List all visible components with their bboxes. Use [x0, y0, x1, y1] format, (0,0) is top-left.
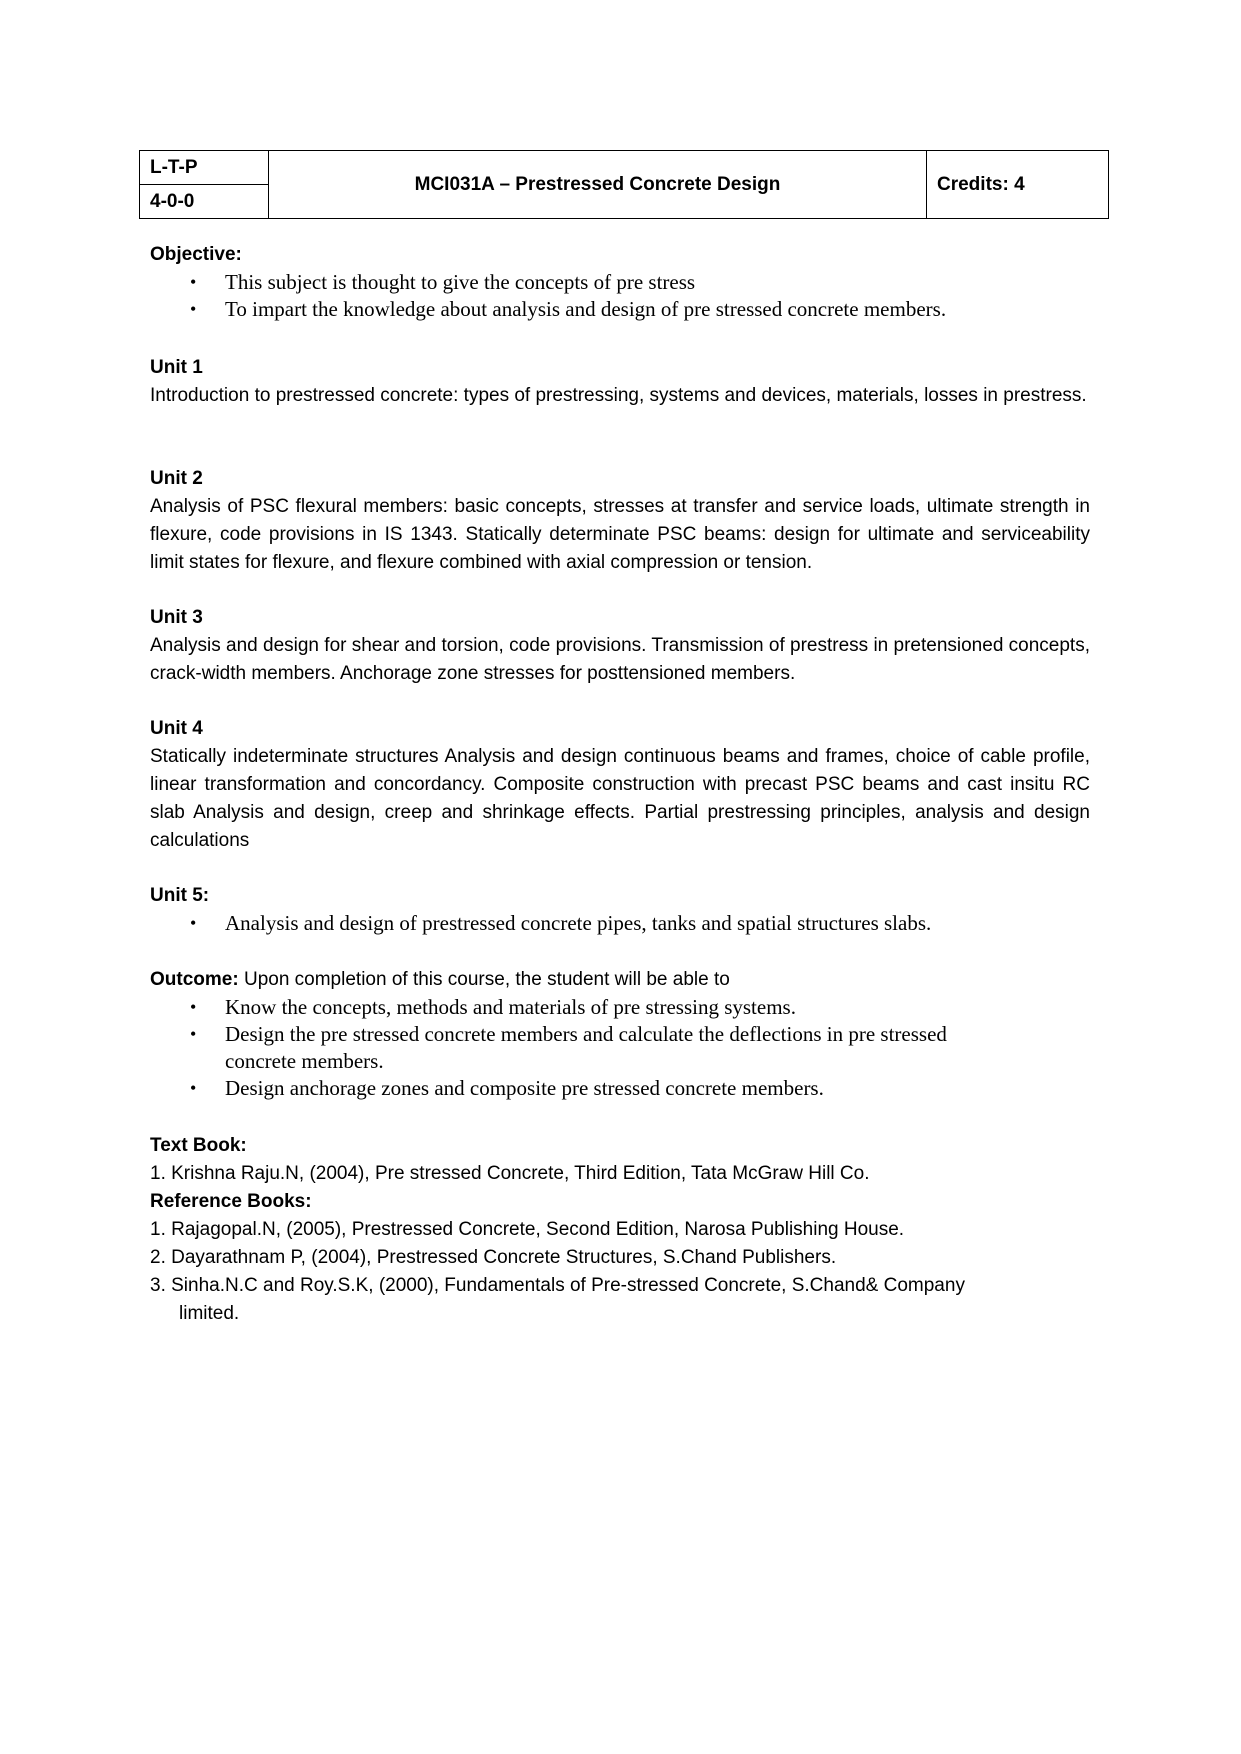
- list-item: • To impart the knowledge about analysis and design of pre stressed concrete members.: [190, 297, 947, 321]
- course-header-table: [139, 150, 1109, 219]
- credits: Credits: 4: [927, 151, 1109, 219]
- list-item: • This subject is thought to give the concepts of pre stress: [190, 270, 696, 294]
- course-title: MCI031A – Prestressed Concrete Design: [269, 151, 927, 219]
- outcome-intro: [150, 966, 1090, 994]
- bullet-icon: •: [190, 272, 197, 292]
- reference-books-heading: Reference Books:: [150, 1191, 312, 1212]
- outcome-label: Outcome:: [150, 969, 239, 990]
- unit-heading: Unit 3: [150, 607, 203, 628]
- unit-text: Analysis and design for shear and torsion, code provisions. Transmission of prestress in pretensioned concepts, crack-width members. Anchorage zone stresses for posttensioned members.: [150, 635, 1090, 684]
- unit-5-section: [150, 882, 1090, 937]
- unit-heading: Unit 5:: [150, 885, 210, 906]
- list-item: • Analysis and design of prestressed concrete pipes, tanks and spatial structures slabs.: [190, 911, 932, 935]
- list-item: • Design the pre stressed concrete members and calculate the deflections in pre stressed concrete members.: [190, 1022, 947, 1073]
- unit-3-section: [150, 604, 1090, 688]
- unit-text: Analysis of PSC flexural members: basic concepts, stresses at transfer and service loads, ultimate strength in flexure, code provisions in IS 1343. Statically determinate PSC beams: design for ultimate and serviceability limit states for flexure, and flexure combined with axial compression or tension.: [150, 496, 1090, 573]
- unit-4-section: [150, 715, 1090, 855]
- unit-heading: Unit 1: [150, 357, 203, 378]
- unit-2-section: [150, 465, 1090, 577]
- outcome-intro-text: Upon completion of this course, the student will be able to: [238, 969, 730, 990]
- text-book-heading: Text Book:: [150, 1135, 247, 1156]
- list-item: • Know the concepts, methods and materials of pre stressing systems.: [190, 995, 796, 1019]
- bullet-icon: •: [190, 299, 197, 319]
- list-item: • Design anchorage zones and composite pre stressed concrete members.: [190, 1076, 824, 1100]
- reference-item-continuation: limited.: [179, 1303, 240, 1324]
- bullet-icon: •: [190, 913, 197, 933]
- objective-list: [150, 269, 1090, 323]
- outcome-list: [150, 994, 1090, 1102]
- ltp-label: L-T-P: [140, 151, 269, 185]
- text-book-item: 1. Krishna Raju.N, (2004), Pre stressed Concrete, Third Edition, Tata McGraw Hill Co.: [150, 1163, 870, 1184]
- unit-5-list: [150, 910, 1090, 937]
- reference-item: 2. Dayarathnam P, (2004), Prestressed Concrete Structures, S.Chand Publishers.: [150, 1247, 837, 1268]
- bullet-icon: •: [190, 1024, 197, 1044]
- outcome-section: [150, 966, 1090, 1102]
- unit-text: Statically indeterminate structures Analysis and design continuous beams and frames, choice of cable profile, linear transformation and concordancy. Composite construction with precast PSC beams and cast insitu RC slab Analysis and design, creep and shrinkage effects. Partial prestressing principles, analysis and design calculations: [150, 746, 1090, 851]
- bullet-icon: •: [190, 1078, 197, 1098]
- bullet-icon: •: [190, 997, 197, 1017]
- objective-heading: Objective:: [150, 244, 242, 265]
- unit-heading: Unit 4: [150, 718, 203, 739]
- books-section: [150, 1132, 1090, 1328]
- unit-heading: Unit 2: [150, 468, 203, 489]
- unit-1-section: [150, 354, 1090, 410]
- objective-section: [150, 241, 1090, 323]
- reference-item: 3. Sinha.N.C and Roy.S.K, (2000), Fundamentals of Pre-stressed Concrete, S.Chand& Company: [150, 1275, 965, 1296]
- reference-item: 1. Rajagopal.N, (2005), Prestressed Concrete, Second Edition, Narosa Publishing House.: [150, 1219, 905, 1240]
- unit-text: Introduction to prestressed concrete: types of prestressing, systems and devices, materials, losses in prestress.: [150, 385, 1087, 406]
- ltp-value: 4-0-0: [140, 185, 269, 219]
